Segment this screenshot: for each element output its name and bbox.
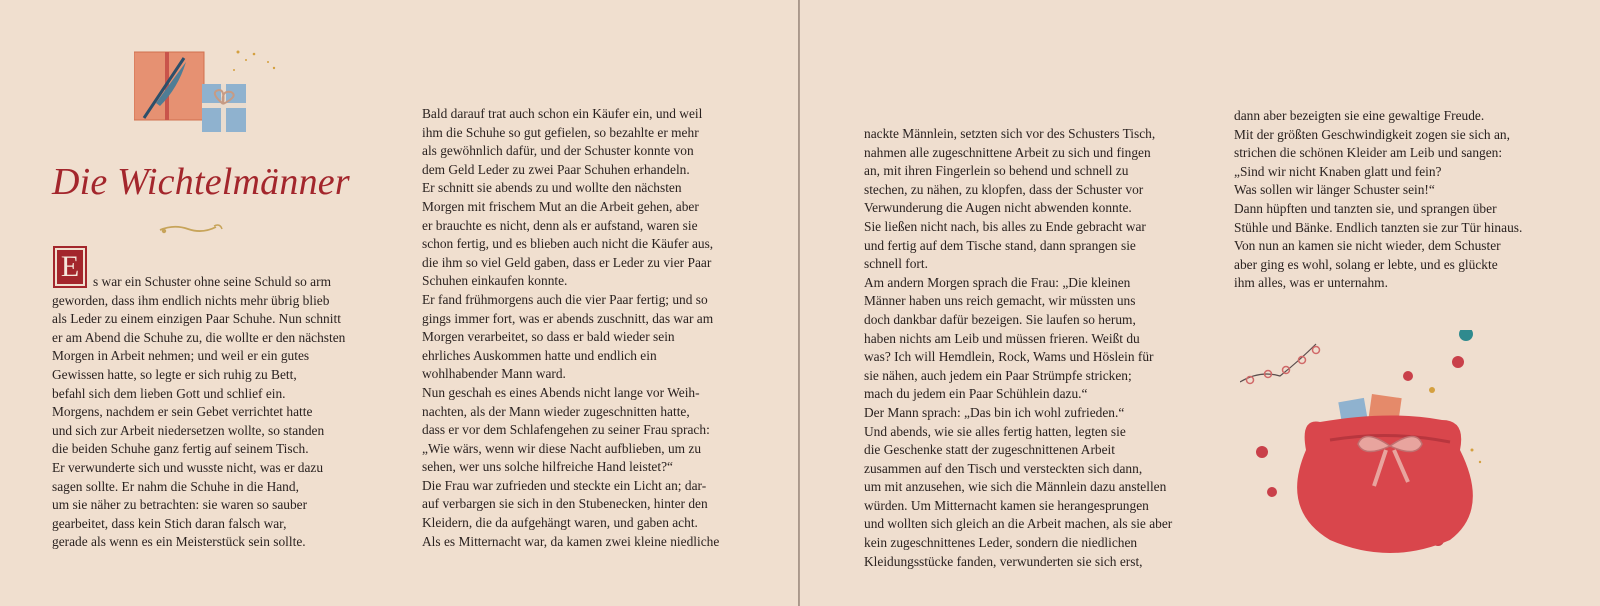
gift-sack-illustration — [1240, 330, 1540, 570]
column-3-text: nackte Männlein, setzten sich vor des Schusters Tisch, nahmen alle zugeschnittene Arbeit zu sich und fingen an, mit ihren Fingerlein so behend und schnell zu stechen, zu nähen, zu klopfen, dass der Schuster vor Verwunderung die Augen nicht abwenden konnte. Sie ließen nicht nach, bis alles zu Ende gebracht war und fertig auf dem Tische stand, dann sprangen sie schnell fort. Am andern Morgen sprach die Frau: „Die kleinen Männer haben uns reich gemacht, wir müssten uns doch dankbar dafür bezeigen. Sie laufen so herum, haben nichts am Leib und müssen frieren. Weißt du was? Ich will Hemdlein, Rock, Wams und Höslein für sie nähen, auch jedem ein Paar Strümpfe stricken; mach du jedem ein Paar Schühlein dazu.“ Der Mann sprach: „Das bin ich wohl zufrieden.“ Und abends, wie sie alles fertig hatten, legten sie die Geschenke statt der zugeschnittenen Arbeit zusammen auf den Tisch und versteckten sich dann, um mit anzusehen, wie sich die Männlein dazu anstellen würden. Um Mitternacht kamen sie herangesprungen und wollten sich gleich an die Arbeit machen, als sie aber kein zugeschnittenes Leder, sondern die niedlichen Kleidungsstücke fanden, verwunderten sie sich erst, — [864, 126, 1173, 569]
column-2-text: Bald darauf trat auch schon ein Käufer ein, und weil ihm die Schuhe so gut gefielen, so bezahlte er mehr als gewöhnlich dafür, und der Schuster konnte von dem Geld Leder zu zwei Paar Schuhen erhandeln. Er schnitt sie abends zu und wollte den nächsten Morgen mit frischem Mut an die Arbeit gehen, aber er brauchte es nicht, denn als er aufstand, waren sie schon fertig, und es blieben auch nicht die Käufer aus, die ihm so viel Geld gaben, dass er Leder zu vier Paar Schuhen einkaufen konnte. Er fand frühmorgens auch die vier Paar fertig; und so gings immer fort, was er abends zuschnitt, das war am Morgen verarbeitet, so dass er bald wieder sein ehrliches Auskommen hatte und endlich ein wohlhabender Mann ward. Nun geschah es eines Abends nicht lange vor Weih- nachten, als der Mann wieder zugeschnitten hatte, dass er vor dem Schlafengehen zu seiner Frau sprach: „Wie wärs, wenn wir diese Nacht aufblieben, um zu sehen, wer uns solche hilfreiche Hand leistet?“ Die Frau war zufrieden und steckte ein Licht an; dar- auf verbargen sie sich in den Stubenecken, hinter den Kleidern, die da aufgehängt waren, und gaben acht. Als es Mitternacht war, da kamen zwei kleine niedliche — [422, 106, 720, 549]
column-4-text: dann aber bezeigten sie eine gewaltige Freude. Mit der größten Geschwindigkeit zogen sie sich an, strichen die schönen Kleider am Leib und sangen: „Sind wir nicht Knaben glatt und fein? Was sollen wir länger Schuster sein!“ Dann hüpften und tanzten sie, und sprangen über Stühle und Bänke. Endlich tanzten sie zur Tür hinaus. Von nun an kamen sie nicht wieder, dem Schuster aber ging es wohl, solang er lebte, und es glückte ihm alles, was er unternahm. — [1234, 108, 1523, 291]
drop-cap-letter: E — [57, 250, 83, 284]
gift-illustration — [134, 48, 282, 140]
column-1-text: geworden, dass ihm endlich nichts mehr übrig blieb als Leder zu einem einzigen Paar Schuhe. Nun schnitt er am Abend die Schuhe zu, die wollte er den nächsten Morgen in Arbeit nehmen; und weil er ein gutes Gewissen hatte, so legte er sich ruhig zu Bett, befahl sich dem lieben Gott und schlief ein. Morgens, nachdem er sein Gebet verrichtet hatte und sich zur Arbeit niedersetzen wollte, so standen die beiden Schuhe ganz fertig auf seinem Tisch. Er verwunderte sich und wusste nicht, was er dazu sagen sollte. Er nahm die Schuhe in die Hand, um sie näher zu betrachten: sie waren so sauber gearbeitet, dass kein Stich daran falsch war, gerade als wenn es ein Meisterstück sein sollte. — [52, 292, 346, 550]
drop-cap — [53, 246, 87, 288]
book-gutter — [798, 0, 800, 606]
story-title: Die Wichtelmänner — [52, 161, 350, 203]
title-ornament — [158, 222, 224, 236]
column-1-first-line: s war ein Schuster ohne seine Schuld so arm — [93, 274, 332, 289]
